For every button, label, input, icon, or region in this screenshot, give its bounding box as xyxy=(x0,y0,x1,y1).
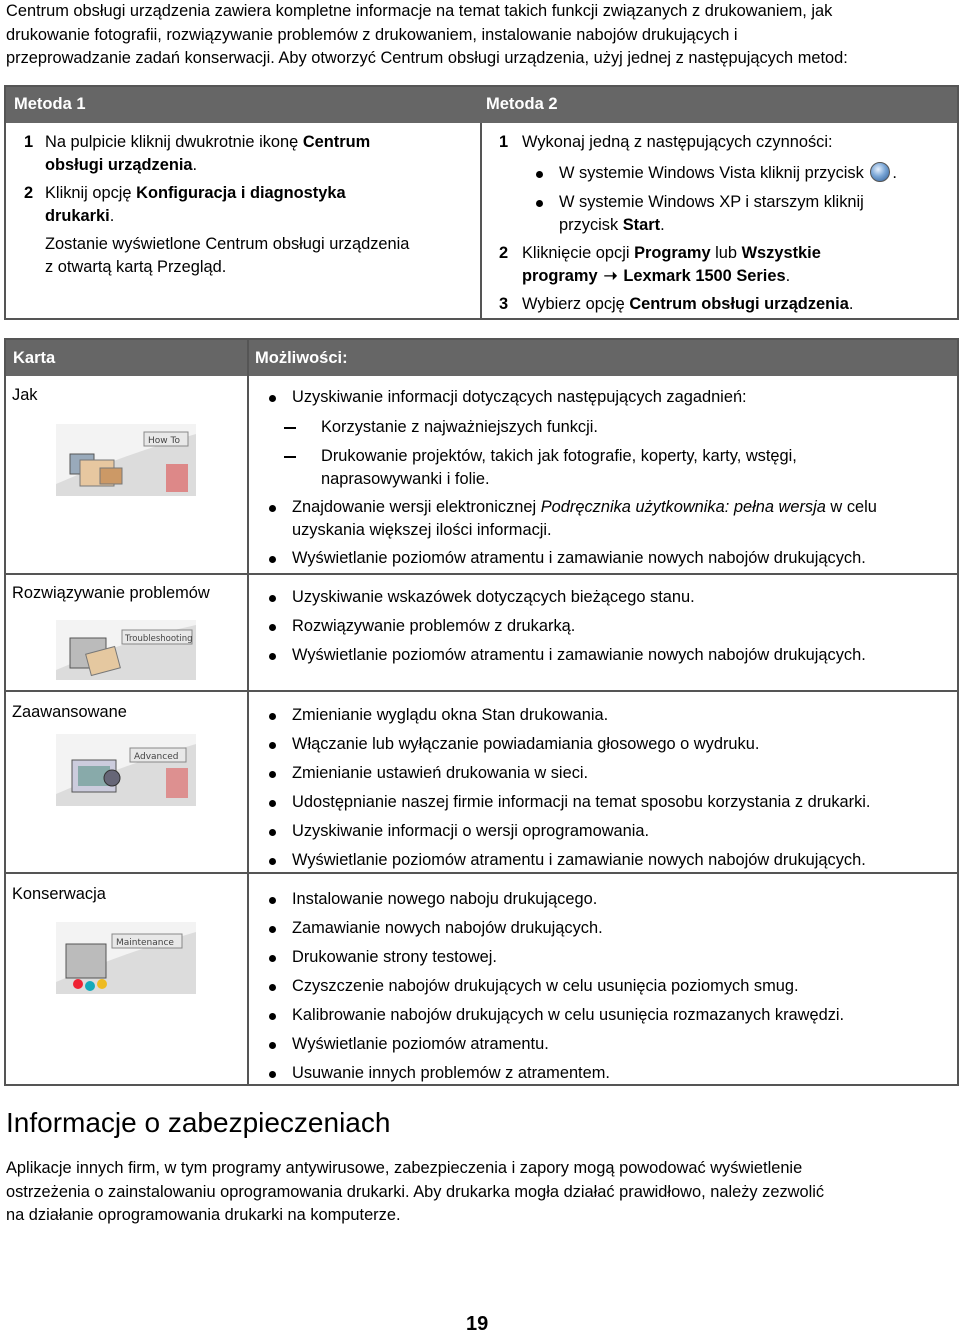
method-1-heading: Metoda 1 xyxy=(14,95,86,113)
troubleshooting-tab-thumbnail xyxy=(56,620,196,680)
step-number: 1 xyxy=(24,133,34,151)
bullet-icon xyxy=(269,713,276,720)
intro-paragraph xyxy=(6,0,958,71)
manual-title: Podręcznika użytkownika: pełna wersja xyxy=(540,498,826,516)
bullet-icon xyxy=(269,1013,276,1020)
bold-term: Programy xyxy=(634,244,711,262)
bullet-icon xyxy=(269,926,276,933)
bullet-icon xyxy=(269,653,276,660)
column-divider xyxy=(247,340,249,1084)
page-number: 19 xyxy=(466,1313,489,1335)
svg-text:Troubleshooting: Troubleshooting xyxy=(125,634,193,644)
methods-table: Metoda 1 Metoda 2 1 Na pulpicie kliknij dwukrotnie ikonę Centrum obsługi urządzenia. 2 Kliknij opcję Konfiguracja i diagnostyka drukarki. Zostanie wyświetlone Centrum obsługi urządzenia z otwartą kartą Przegląd. 1 Wykonaj jedną z następujących czynności: W systemie Windows Vista kliknij przycisk . W systemie Windows XP i starszym kliknij przycisk Start. 2 Kliknięcie opcji Programy lub Wszystkie programy ➝ Lexmark 1500 Series. 3 Wybierz opcję Centrum obsługi urządzenia. xyxy=(4,85,959,320)
intro-line: drukowanie fotografii, rozwiązywanie problemów z drukowaniem, instalowanie nabojów drukujących i xyxy=(6,25,738,44)
tabs-table-header xyxy=(6,340,957,376)
bullet-icon xyxy=(269,1042,276,1049)
method-2-heading: Metoda 2 xyxy=(486,95,558,113)
bullet-icon xyxy=(269,624,276,631)
step-number: 3 xyxy=(499,295,509,313)
tab-name-maintenance: Konserwacja xyxy=(12,885,106,903)
tab-name-troubleshooting: Rozwiązywanie problemów xyxy=(12,584,210,602)
paragraph-line: na działanie oprogramowania drukarki na komputerze. xyxy=(6,1206,401,1224)
bold-term: Wszystkie xyxy=(741,244,821,262)
row-divider xyxy=(6,872,957,874)
step-number: 2 xyxy=(24,184,34,202)
bullet-icon xyxy=(269,395,276,402)
section-heading: Informacje o zabezpieczeniach xyxy=(6,1107,391,1138)
intro-line: Centrum obsługi urządzenia zawiera kompletne informacje na temat takich funkcji związanych z drukowaniem, jak xyxy=(6,2,833,20)
security-paragraph xyxy=(6,1157,956,1228)
paragraph-line: ostrzeżenia o zainstalowaniu oprogramowania drukarki. Aby drukarka mogła działać prawidłowo, należy zezwolić xyxy=(6,1182,825,1201)
bold-term: Centrum obsługi urządzenia xyxy=(629,295,849,313)
bold-term: programy xyxy=(522,267,598,285)
svg-text:Advanced: Advanced xyxy=(134,752,179,762)
bullet-icon xyxy=(269,556,276,563)
bullet-icon xyxy=(269,595,276,602)
row-divider xyxy=(6,573,957,575)
bold-term: Centrum xyxy=(302,133,371,151)
row-divider xyxy=(6,690,957,692)
intro-line: przeprowadzanie zadań konserwacji. Aby otworzyć Centrum obsługi urządzenia, użyj jednej z następujących metod: xyxy=(6,49,848,67)
bullet-icon xyxy=(269,505,276,512)
bullet-icon xyxy=(269,1071,276,1078)
advanced-tab-thumbnail xyxy=(56,734,196,806)
bold-term: Lexmark 1500 Series xyxy=(623,267,786,285)
bullet-icon xyxy=(269,771,276,778)
tabs-table: Karta Możliwości: Jak How To Uzyskiwanie informacji dotyczących następujących zagadnień: Korzystanie z najważniejszych funkcji. Drukowanie projektów, takich jak fotografie, koperty, karty, wstęgi, naprasowywanki i folie. Znajdowanie wersji elektronicznej Podręcznika użytkownika: pełna wersja w celu uzyskania większej ilości informacji. Wyświetlanie poziomów atramentu i zamawianie nowych nabojów drukujących. Rozwiązywanie problemów Troubleshooting Uzyskiwanie wskazówek dotyczących bieżącego stanu. Rozwiązywanie problemów z drukarką. Wyświetlanie poziomów atramentu i zamawianie nowych nabojów drukujących. Zaawansowane Advanced Zmienianie wyglądu okna Stan drukowania. Włączanie lub wyłączanie powiadamiania głosowego o wydruku. Zmienianie ustawień drukowania w sieci. Udostępnianie naszej firmie informacji na temat sposobu korzystania z drukarki. Uzyskiwanie informacji o wersji oprogramowania. Wyświetlanie poziomów atramentu i zamawianie nowych nabojów drukujących. Konserwacja Maintenance Instalowanie nowego naboju drukującego. Zamawianie nowych nabojów drukujących. Drukowanie strony testowej. Czyszczenie nabojów drukujących w celu usunięcia poziomych smug. Kalibrowanie nabojów drukujących w celu usunięcia rozmazanych krawędzi. Wyświetlanie poziomów atramentu. Usuwanie innych problemów z atramentem. xyxy=(4,338,959,1086)
bold-term: Start xyxy=(622,216,661,234)
options-column-heading: Możliwości: xyxy=(255,349,348,367)
step-number: 1 xyxy=(499,133,509,151)
dash-icon xyxy=(284,456,296,458)
svg-text:How To: How To xyxy=(148,436,180,446)
tab-name-advanced: Zaawansowane xyxy=(12,703,127,721)
windows-start-orb-icon xyxy=(870,162,890,182)
bold-term: drukarki xyxy=(45,207,110,225)
step-number: 2 xyxy=(499,244,509,262)
column-divider xyxy=(480,123,482,320)
bullet-icon xyxy=(269,742,276,749)
bold-term: Konfiguracja i diagnostyka xyxy=(136,184,346,202)
bullet-icon xyxy=(269,800,276,807)
bullet-icon xyxy=(269,897,276,904)
maintenance-tab-thumbnail xyxy=(56,922,196,994)
tab-name-howto: Jak xyxy=(12,386,38,404)
bullet-icon xyxy=(269,829,276,836)
methods-table-header xyxy=(6,87,957,123)
bullet-icon xyxy=(536,200,543,207)
bullet-icon xyxy=(269,955,276,962)
bullet-icon xyxy=(269,858,276,865)
bullet-icon xyxy=(536,171,543,178)
paragraph-line: Aplikacje innych firm, w tym programy antywirusowe, zabezpieczenia i zapory mogą powodować wyświetlenie xyxy=(6,1159,803,1177)
svg-text:Maintenance: Maintenance xyxy=(116,938,174,948)
arrow-right-icon: ➝ xyxy=(603,267,618,285)
dash-icon xyxy=(284,427,296,429)
bold-term: obsługi urządzenia xyxy=(45,156,193,174)
bullet-icon xyxy=(269,984,276,991)
howto-tab-thumbnail xyxy=(56,424,196,496)
tab-column-heading: Karta xyxy=(13,349,56,367)
